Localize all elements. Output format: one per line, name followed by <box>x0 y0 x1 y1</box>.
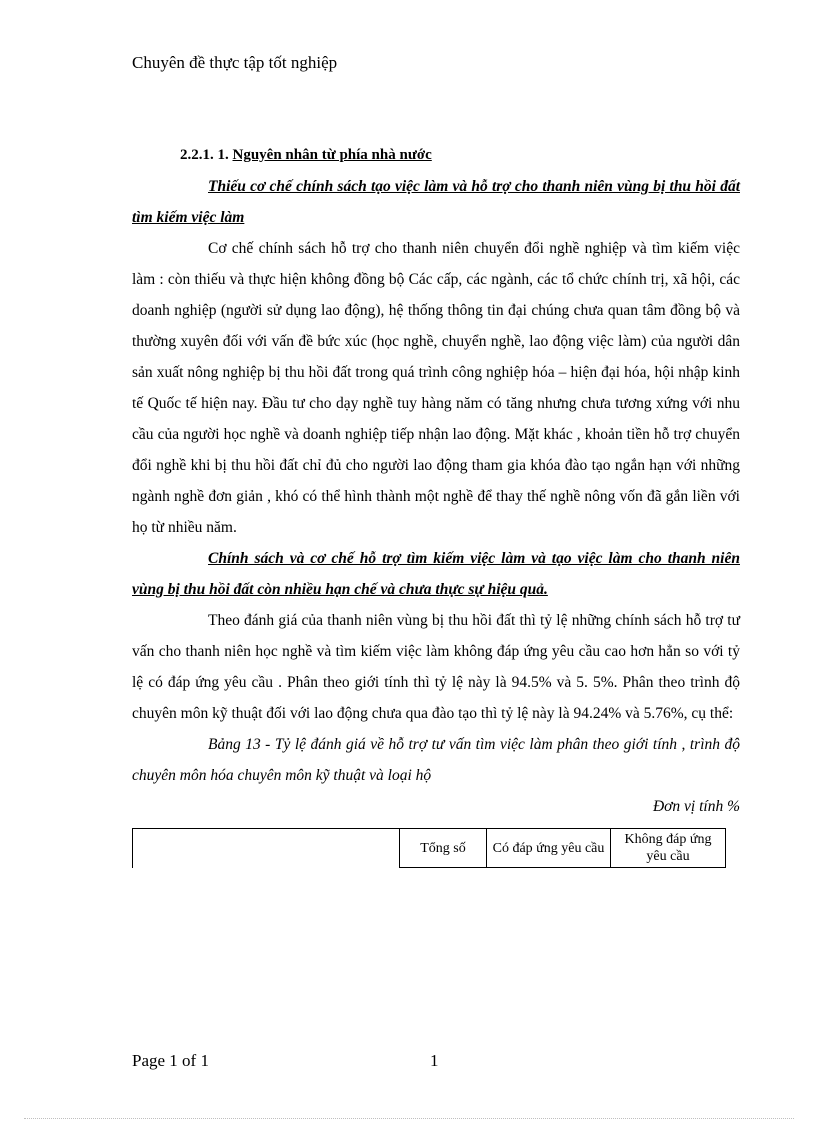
section-heading <box>132 140 740 171</box>
page-header: Chuyên đề thực tập tốt nghiệp <box>132 53 338 72</box>
data-table <box>132 828 726 868</box>
table-header-cell <box>133 829 400 868</box>
footer-page-label: Page 1 of 1 <box>132 1051 209 1070</box>
footer-page-number: 1 <box>430 1051 439 1070</box>
section-number: 2.2.1. 1. <box>180 147 229 163</box>
table-caption: Bảng 13 - Tỷ lệ đánh giá về hỗ trợ tư vấn tìm việc làm phân theo giới tính , trình độ chuyên môn hóa chuyên môn kỹ thuật và loại hộ <box>132 736 740 784</box>
subheading-1: Thiếu cơ chế chính sách tạo việc làm và hỗ trợ cho thanh niên vùng bị thu hồi đất tìm kiếm việc làm <box>132 178 740 226</box>
subheading-2: Chính sách và cơ chế hỗ trợ tìm kiếm việc làm và tạo việc làm cho thanh niên vùng bị thu hồi đất còn nhiều hạn chế và chưa thực sự hiệu quả. <box>132 550 740 598</box>
table-header-cell: Tổng số <box>400 829 487 868</box>
table-header-cell: Không đáp ứng yêu cầu <box>611 829 726 868</box>
table-header-cell: Có đáp ứng yêu cầu <box>487 829 611 868</box>
document-body <box>132 140 740 868</box>
paragraph-2: Theo đánh giá của thanh niên vùng bị thu hồi đất thì tỷ lệ những chính sách hỗ trợ tư vấn cho thanh niên học nghề và tìm kiếm việc làm không đáp ứng yêu cầu cao hơn hẳn so với tỷ lệ có đáp ứng yêu cầu . Phân theo giới tính thì tỷ lệ này là 94.5% và 5. 5%. Phân theo trình độ chuyên môn kỹ thuật đối với lao động chưa qua đào tạo thì tỷ lệ này là 94.24% và 5.76%, cụ thể: <box>132 612 740 722</box>
section-title: Nguyên nhân từ phía nhà nước <box>232 147 432 163</box>
page-bottom-divider <box>24 1118 794 1119</box>
table-header-row <box>133 829 726 868</box>
paragraph-1: Cơ chế chính sách hỗ trợ cho thanh niên chuyển đổi nghề nghiệp và tìm kiếm việc làm : còn thiếu và thực hiện không đồng bộ Các cấp, các ngành, các tổ chức chính trị, xã hội, các doanh nghiệp (người sử dụng lao động), hệ thống thông tin đại chúng chưa quan tâm đồng bộ và thường xuyên đối với vấn đề bức xúc (học nghề, chuyển nghề, lao động việc làm) của người dân sản xuất nông nghiệp bị thu hồi đất trong quá trình công nghiệp hóa – hiện đại hóa, hội nhập kinh tế Quốc tế hiện nay. Đầu tư cho dạy nghề tuy hàng năm có tăng nhưng chưa tương xứng với nhu cầu của người học nghề và doanh nghiệp tiếp nhận lao động. Mặt khác , khoản tiền hỗ trợ chuyển đổi nghề khi bị thu hồi đất chỉ đủ cho người lao động tham gia khóa đào tạo ngắn hạn với những ngành nghề đơn giản , khó có thể hình thành một nghề để thay thế nghề nông vốn đã gắn liền với họ từ nhiều năm. <box>132 240 740 536</box>
table-unit: Đơn vị tính % <box>652 798 740 815</box>
